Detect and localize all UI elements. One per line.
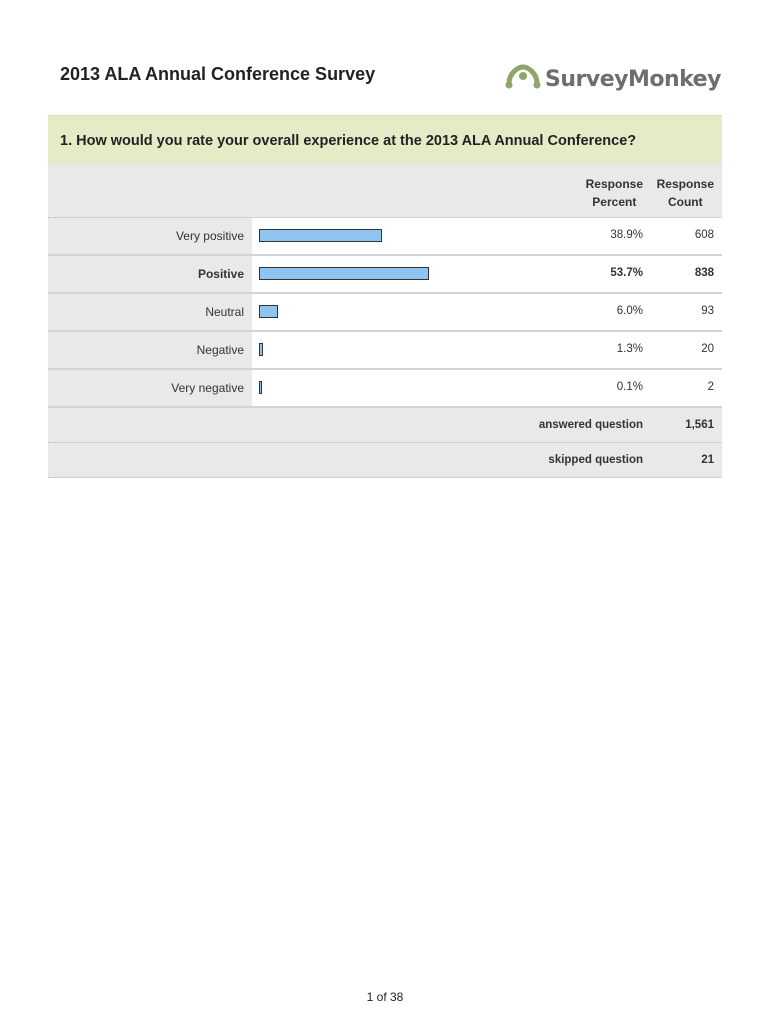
bar-area xyxy=(252,370,722,406)
header-percent-line1: Response xyxy=(585,177,643,191)
response-percent-header xyxy=(586,175,643,211)
percent-label: 0.1% xyxy=(616,381,643,393)
bar-area xyxy=(252,218,722,254)
surveymonkey-logo xyxy=(505,64,721,95)
bar-area xyxy=(252,332,722,368)
table-row xyxy=(48,256,722,294)
category-label: Very positive xyxy=(175,229,244,243)
category-label: Positive xyxy=(197,267,244,281)
count-label: 20 xyxy=(701,343,714,355)
bar xyxy=(259,305,278,318)
question-text: 1. How would you rate your overall experience at the 2013 ALA Annual Conference? xyxy=(60,133,637,149)
count-label: 608 xyxy=(694,229,714,241)
answer-rows xyxy=(48,218,722,408)
row-label-cell xyxy=(48,294,252,330)
answered-value: 1,561 xyxy=(685,419,714,431)
percent-label: 1.3% xyxy=(616,343,643,355)
table-row xyxy=(48,370,722,408)
bar-area xyxy=(252,256,722,292)
row-label-cell xyxy=(48,370,252,406)
table-row xyxy=(48,218,722,256)
survey-title: 2013 ALA Annual Conference Survey xyxy=(60,64,376,84)
skipped-value: 21 xyxy=(701,454,714,466)
count-label: 93 xyxy=(701,305,714,317)
category-label: Negative xyxy=(196,343,244,357)
table-header xyxy=(48,164,722,218)
bar xyxy=(259,343,263,356)
category-label: Very negative xyxy=(171,381,244,395)
answered-row xyxy=(48,408,722,443)
header-count-line2: Count xyxy=(667,195,703,209)
bar xyxy=(259,267,429,280)
count-label: 2 xyxy=(707,381,714,393)
header-percent-line2: Percent xyxy=(592,195,637,209)
results-table xyxy=(48,164,722,478)
monkey-logo-icon xyxy=(505,64,541,95)
skipped-label: skipped question xyxy=(548,454,643,466)
table-row xyxy=(48,332,722,370)
category-label: Neutral xyxy=(205,305,244,319)
row-label-cell xyxy=(48,256,252,292)
bar xyxy=(259,229,382,242)
page-number: 1 of 38 xyxy=(366,990,404,1004)
bar xyxy=(259,381,262,394)
answered-label: answered question xyxy=(538,419,643,431)
row-label-cell xyxy=(48,218,252,254)
percent-label: 38.9% xyxy=(610,229,643,241)
percent-label: 6.0% xyxy=(616,305,643,317)
response-count-header xyxy=(657,175,714,211)
skipped-row xyxy=(48,443,722,478)
percent-label: 53.7% xyxy=(610,267,643,279)
logo-text: SurveyMonkey xyxy=(545,67,721,92)
count-label: 838 xyxy=(694,267,714,279)
header-count-line1: Response xyxy=(656,177,714,191)
table-row xyxy=(48,294,722,332)
row-label-cell xyxy=(48,332,252,368)
question-band xyxy=(48,115,722,165)
bar-area xyxy=(252,294,722,330)
